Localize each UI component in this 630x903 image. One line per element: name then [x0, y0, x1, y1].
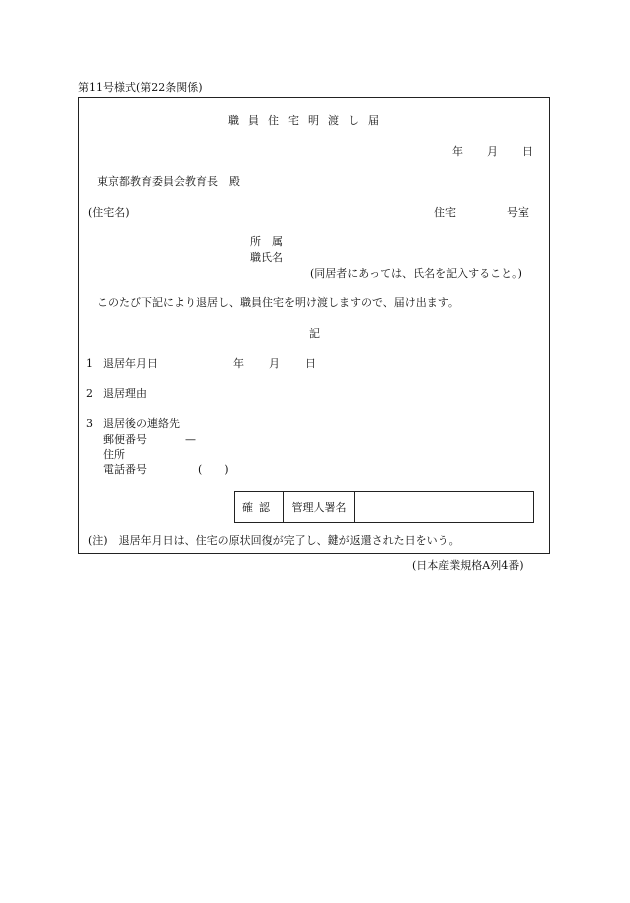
item-1-day: 日 [305, 357, 316, 370]
name-label: 職氏名 [250, 251, 283, 264]
title-char: 宅 [288, 114, 299, 127]
residence-house-label: 住宅 [434, 206, 456, 219]
date-day-label: 日 [522, 145, 533, 158]
manager-signature-label: 管理人署名 [284, 492, 355, 523]
residence-room-label: 号室 [507, 206, 529, 219]
manager-signature-field[interactable] [355, 492, 534, 523]
confirm-table [234, 491, 534, 523]
item-1-label: 退居年月日 [103, 357, 158, 370]
postal-code-dash: — [185, 433, 196, 446]
paper-standard: (日本産業規格A列4番) [412, 559, 524, 572]
title-char: 住 [268, 114, 279, 127]
form-number: 第11号様式(第22条関係) [78, 81, 203, 94]
title-char: 員 [248, 114, 259, 127]
item-2-label: 退居理由 [103, 387, 147, 400]
form-frame [78, 97, 550, 554]
footnote: (注) 退居年月日は、住宅の原状回復が完了し、鍵が返還された日をいう。 [88, 534, 460, 547]
phone-label: 電話番号 [103, 463, 147, 476]
title-char: 届 [368, 114, 379, 127]
postal-code-label: 郵便番号 [103, 433, 147, 446]
date-month-label: 月 [487, 145, 498, 158]
confirm-table-row [235, 492, 534, 523]
item-1-number: 1 [86, 357, 93, 370]
date-year-label: 年 [452, 145, 463, 158]
ki-heading: 記 [309, 327, 320, 340]
item-3-label: 退居後の連絡先 [103, 417, 180, 430]
title-char: し [348, 114, 359, 127]
title-char: 職 [228, 114, 239, 127]
item-3-number: 3 [86, 417, 93, 430]
residence-name-label: (住宅名) [88, 206, 130, 219]
item-2-number: 2 [86, 387, 93, 400]
title-char: 明 [308, 114, 319, 127]
item-1-month: 月 [269, 357, 280, 370]
address-label: 住所 [103, 448, 125, 461]
statement-text: このたび下記により退居し、職員住宅を明け渡しますので、届け出ます。 [97, 296, 459, 309]
phone-area-paren: ( ) [198, 463, 229, 476]
form-title-text [228, 115, 388, 126]
title-char: 渡 [328, 114, 339, 127]
addressee: 東京都教育委員会教育長 殿 [97, 175, 240, 188]
confirm-label: 確認 [235, 492, 284, 523]
affiliation-label: 所 属 [250, 235, 283, 248]
form-title [228, 115, 397, 126]
item-1-year: 年 [233, 357, 244, 370]
cohabitant-note: (同居者にあっては、氏名を記入すること。) [310, 267, 522, 280]
